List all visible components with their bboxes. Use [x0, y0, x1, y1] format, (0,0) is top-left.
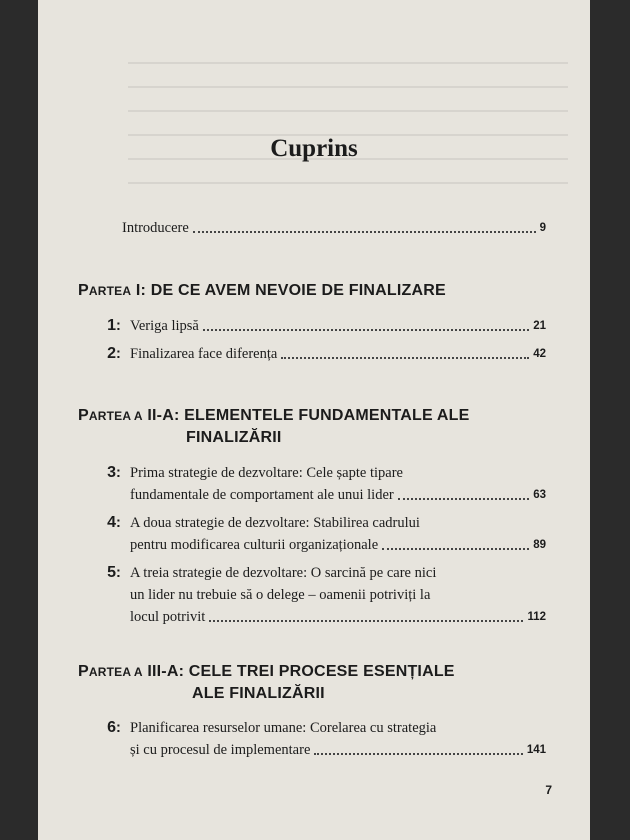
- page-title: Cuprins: [270, 135, 358, 162]
- chapter-title-cont: pentru modificarea culturii organizaționale: [130, 537, 379, 553]
- part-heading-1: PARTEA I: DE CE AVEM NEVOIE DE FINALIZARE: [78, 282, 446, 299]
- toc-entry-intro: [122, 217, 546, 239]
- chapter-page: 89: [533, 539, 546, 551]
- dot-leader: [281, 357, 529, 359]
- chapter-title: Veriga lipsă: [130, 318, 199, 334]
- chapter-number: 3: [107, 464, 116, 481]
- toc-entry-chapter-3: 3 : Prima strategie de dezvoltare: Cele șapte tipare fundamentale de comportament ale unui lider 63: [96, 462, 546, 506]
- chapter-page: 42: [533, 348, 546, 360]
- chapter-title: Prima strategie de dezvoltare: Cele șapte tipare: [130, 465, 403, 481]
- part-title: DE CE AVEM NEVOIE DE FINALIZARE: [150, 282, 446, 299]
- chapter-number: 1: [107, 317, 116, 334]
- part-heading-2: PARTEA A II-A: ELEMENTELE FUNDAMENTALE ALE FINALIZĂRII: [78, 405, 470, 449]
- part-title-line2: ALE FINALIZĂRII: [192, 685, 325, 702]
- part-title-line2: FINALIZĂRII: [186, 429, 282, 446]
- chapter-number: 2: [107, 345, 116, 362]
- chapter-page: 141: [526, 744, 546, 756]
- part-title: ELEMENTELE FUNDAMENTALE ALE: [184, 407, 470, 424]
- chapter-title-cont: locul potrivit: [130, 609, 206, 625]
- part-title: CELE TREI PROCESE ESENȚIALE: [188, 663, 455, 680]
- entry-title: Introducere: [122, 220, 189, 236]
- chapter-page: 21: [533, 320, 546, 332]
- dot-leader: [314, 753, 522, 755]
- chapter-title: A doua strategie de dezvoltare: Stabilirea cadrului: [130, 515, 420, 531]
- chapter-number: 4: [107, 514, 116, 531]
- part-heading-3: PARTEA A III-A: CELE TREI PROCESE ESENȚIALE ALE FINALIZĂRII: [78, 661, 455, 705]
- toc-entry-chapter-2: 2 : Finalizarea face diferența 42: [96, 343, 546, 365]
- chapter-title-cont: fundamentale de comportament ale unui lider: [130, 487, 394, 503]
- chapter-number: 5: [107, 564, 116, 581]
- dot-leader: [398, 498, 529, 500]
- toc-entry-chapter-6: 6 : Planificarea resurselor umane: Corelarea cu strategia și cu procesul de implementare 141: [96, 717, 546, 761]
- toc-entry-chapter-5: 5 : A treia strategie de dezvoltare: O sarcină pe care nici un lider nu trebuie să o delege – oamenii potriviți la locul potrivit 112: [96, 562, 546, 628]
- dot-leader: [193, 231, 536, 233]
- chapter-number: 6: [107, 719, 116, 736]
- chapter-page: 63: [533, 489, 546, 501]
- dot-leader: [209, 620, 523, 622]
- chapter-title-cont: și cu procesul de implementare: [130, 742, 311, 758]
- entry-page: 9: [539, 222, 546, 234]
- chapter-title: Finalizarea face diferența: [130, 346, 278, 362]
- dot-leader: [382, 548, 529, 550]
- chapter-title: A treia strategie de dezvoltare: O sarcină pe care nici: [130, 565, 437, 581]
- chapter-page: 112: [527, 611, 546, 623]
- page-number: 7: [545, 783, 552, 797]
- dot-leader: [203, 329, 529, 331]
- chapter-title-cont: un lider nu trebuie să o delege – oamenii potriviți la: [130, 587, 431, 603]
- show-through-text: [128, 40, 568, 210]
- chapter-title: Planificarea resurselor umane: Corelarea cu strategia: [130, 720, 437, 736]
- book-page: [38, 0, 590, 840]
- toc-entry-chapter-1: 1 : Veriga lipsă 21: [96, 315, 546, 337]
- toc-entry-chapter-4: 4 : A doua strategie de dezvoltare: Stabilirea cadrului pentru modificarea culturii organizaționale 89: [96, 512, 546, 556]
